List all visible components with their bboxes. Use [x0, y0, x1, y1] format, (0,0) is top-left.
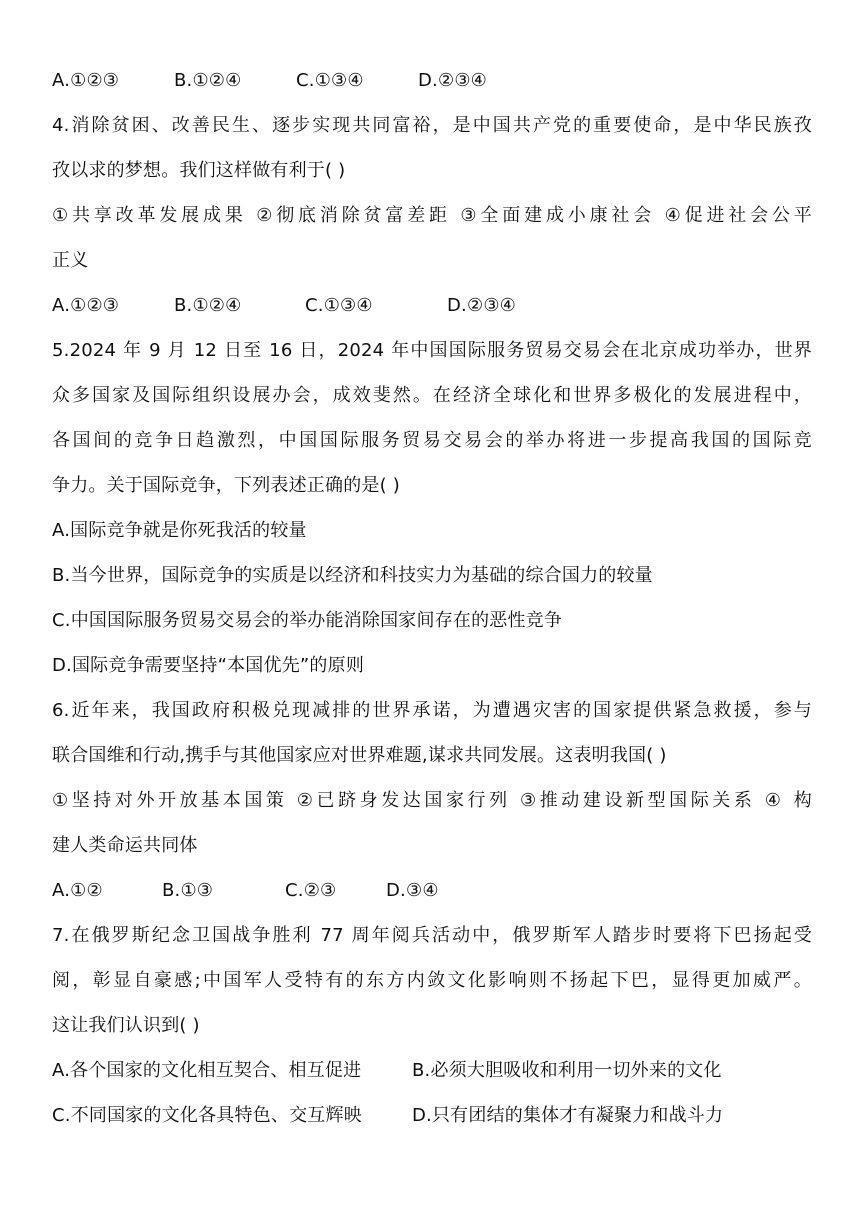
q7-options-row [52, 1048, 812, 1093]
question-7 [52, 913, 812, 1138]
q3-option-a: A.①②③ [52, 70, 120, 91]
question-5 [52, 328, 812, 688]
q6-option-c: C.②③ [285, 880, 337, 901]
q4-option-c: C.①③④ [305, 295, 373, 316]
q7-stem-line: 这让我们认识到( ) [52, 1015, 200, 1036]
q3-option-d: D.②③④ [418, 70, 487, 91]
q6-statements-line: ①坚持对外开放基本国策 ②已跻身发达国家行列 ③推动建设新型国际关系 ④ 构 [52, 790, 812, 811]
q4-option-b: B.①②④ [174, 295, 242, 316]
q6-option-a: A.①② [52, 880, 103, 901]
q6-stem-line: 6.近年来，我国政府积极兑现减排的世界承诺，为遭遇灾害的国家提供紧急救援，参与 [52, 700, 812, 721]
q7-stem-line: 7.在俄罗斯纪念卫国战争胜利 77 周年阅兵活动中，俄罗斯军人踏步时要将下巴扬起受 [52, 925, 812, 946]
q7-stem-line: 阅，彰显自豪感;中国军人受特有的东方内敛文化影响则不扬起下巴，显得更加威严。 [52, 970, 812, 991]
q4-options [52, 283, 812, 328]
q5-stem-line: 众多国家及国际组织设展办会，成效斐然。在经济全球化和世界多极化的发展进程中， [52, 385, 812, 406]
q5-stem-line: 5.2024 年 9 月 12 日至 16 日，2024 年中国国际服务贸易交易会在北京成功举办，世界 [52, 340, 812, 361]
q3-options [52, 58, 812, 103]
q4-statements-line: ①共享改革发展成果 ②彻底消除贫富差距 ③全面建成小康社会 ④促进社会公平 [52, 205, 812, 226]
q4-option-d: D.②③④ [447, 295, 516, 316]
q4-stem-line: 孜以求的梦想。我们这样做有利于( ) [52, 160, 346, 181]
exam-page [52, 58, 812, 1138]
q5-option-a: A.国际竞争就是你死我活的较量 [52, 520, 307, 541]
q5-option-b: B.当今世界，国际竞争的实质是以经济和科技实力为基础的综合国力的较量 [52, 565, 653, 586]
question-4 [52, 103, 812, 328]
q6-options [52, 868, 812, 913]
q7-option-c: C.不同国家的文化各具特色、交互辉映 [52, 1105, 362, 1126]
q5-option-d: D.国际竞争需要坚持“本国优先”的原则 [52, 655, 365, 676]
q3-option-b: B.①②④ [174, 70, 242, 91]
q7-option-d: D.只有团结的集体才有凝聚力和战斗力 [412, 1105, 724, 1126]
q7-options-row [52, 1093, 812, 1138]
q5-stem-line: 争力。关于国际竞争，下列表述正确的是( ) [52, 475, 400, 496]
q4-statements-line: 正义 [52, 250, 89, 271]
q6-option-b: B.①③ [162, 880, 214, 901]
q5-option-c: C.中国国际服务贸易交易会的举办能消除国家间存在的恶性竞争 [52, 610, 563, 631]
q4-stem-line: 4.消除贫困、改善民生、逐步实现共同富裕，是中国共产党的重要使命，是中华民族孜 [52, 115, 812, 136]
q7-option-a: A.各个国家的文化相互契合、相互促进 [52, 1060, 362, 1081]
q6-statements-line: 建人类命运共同体 [52, 835, 198, 856]
q4-option-a: A.①②③ [52, 295, 120, 316]
q6-option-d: D.③④ [386, 880, 439, 901]
q6-stem-line: 联合国维和行动,携手与其他国家应对世界难题,谋求共同发展。这表明我国( ) [52, 745, 667, 766]
q5-stem-line: 各国间的竞争日趋激烈，中国国际服务贸易交易会的举办将进一步提高我国的国际竞 [52, 430, 812, 451]
q3-option-c: C.①③④ [296, 70, 364, 91]
question-6 [52, 688, 812, 913]
q7-option-b: B.必须大胆吸收和利用一切外来的文化 [412, 1060, 722, 1081]
